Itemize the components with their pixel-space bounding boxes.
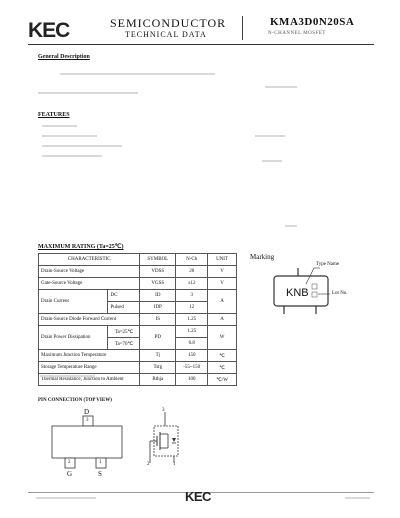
dimension-text [255, 135, 285, 137]
schematic-pin-1: 1 [173, 462, 176, 467]
col-characteristic: CHARACTERISTIC [39, 254, 140, 266]
table-row: Gate-Source Voltage VGSS ±12 V [39, 278, 237, 290]
dimension-text [285, 225, 297, 227]
svg-text:KEC: KEC [185, 489, 211, 503]
pin-g-label: G [67, 470, 73, 478]
feature-item [42, 135, 97, 137]
table-row: Thermal Resistance, Junction to Ambient Rthja 100 ℃/W [39, 374, 237, 386]
marking-heading: Marking [250, 253, 275, 261]
table-row: Drain-Source Diode Forward Current IS 1.25 A [39, 314, 237, 326]
marking-code: KNB [286, 287, 309, 299]
schematic-pin-3: 3 [162, 408, 165, 413]
table-row: Storage Temperature Range Tstg -55~150 ℃ [39, 362, 237, 374]
col-nch: N-Ch [176, 254, 208, 266]
col-unit: UNIT [208, 254, 237, 266]
general-description-heading: General Description [38, 54, 90, 60]
description-text [38, 92, 138, 94]
marking-diagram [260, 258, 370, 328]
footer-kec-logo [185, 489, 215, 503]
feature-item [42, 125, 77, 127]
header-subtitle: TECHNICAL DATA [125, 30, 207, 39]
device-type: N-CHANNEL MOSFET [268, 31, 326, 36]
pin-d-label: D [84, 408, 90, 416]
mosfet-symbol [140, 408, 190, 470]
col-symbol: SYMBOL [140, 254, 176, 266]
lot-no-label: Lot No. [332, 291, 348, 296]
schematic-pin-2: 2 [147, 462, 150, 467]
features-heading: FEATURES [38, 112, 70, 118]
package-dimension-text [265, 86, 297, 88]
pin-s-label: S [98, 470, 102, 478]
svg-text:KEC: KEC [28, 19, 70, 40]
maximum-rating-heading: MAXIMUM RATING (Ta=25℃) [38, 244, 124, 250]
kec-logo [28, 18, 72, 40]
part-number: KMA3D0N20SA [270, 16, 355, 28]
pin-2-number: 2 [68, 460, 71, 465]
table-row: Pulsed IDP 12 [39, 302, 237, 314]
type-name-label: Type Name [316, 262, 340, 267]
description-text [60, 73, 215, 75]
feature-item [42, 155, 102, 157]
footer-page [345, 497, 370, 499]
package-top-view [40, 408, 130, 480]
table-row: Drain Current DC ID 3 A [39, 290, 237, 302]
pin-1-number: 1 [99, 460, 102, 465]
table-row: Maximum Junction Temperature Tj 150 ℃ [39, 350, 237, 362]
pin-connection-heading: PIN CONNECTION (TOP VIEW) [38, 398, 112, 403]
footer-date [36, 497, 96, 499]
table-header-row [39, 254, 237, 266]
feature-item [42, 145, 122, 147]
table-row: Drain-Source Voltage VDSS 20 V [39, 266, 237, 278]
header-rule [28, 44, 374, 45]
header-divider [242, 16, 243, 40]
table-row: Drain Power Dissipation Ta=25℃ PD 1.25 W [39, 326, 237, 338]
header-title: SEMICONDUCTOR [110, 16, 227, 30]
maximum-rating-table [38, 253, 237, 386]
pin-3-number: 3 [86, 418, 89, 423]
dimension-text [262, 160, 282, 162]
table-row: Ta=70℃ 0.8 [39, 338, 237, 350]
table-note [40, 375, 95, 377]
